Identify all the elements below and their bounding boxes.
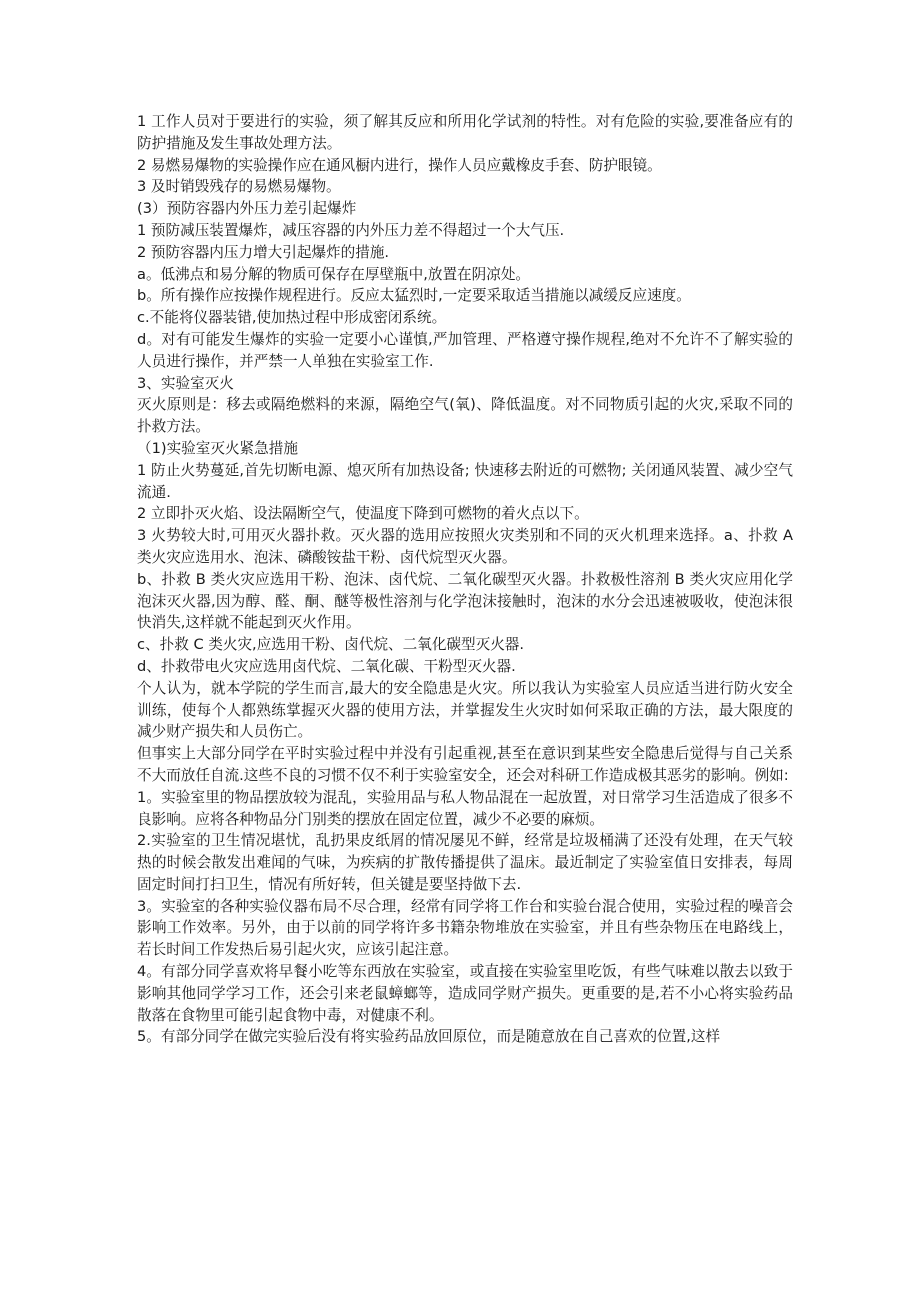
paragraph: 1 工作人员对于要进行的实验，须了解其反应和所用化学试剂的特性。对有危险的实验,要准备应有的防护措施及发生事故处理方法。: [137, 113, 793, 152]
paragraph: d、扑救带电火灾应选用卤代烷、二氧化碳、干粉型灭火器.: [137, 657, 516, 675]
paragraph: 3 火势较大时,可用灭火器扑救。灭火器的选用应按照火灾类别和不同的灭火机理来选择。a、扑救 A 类火灾应选用水、泡沫、磷酸铵盐干粉、卤代烷型灭火器。: [137, 527, 793, 566]
document-body: [137, 111, 793, 1048]
paragraph: b、扑救 B 类火灾应选用干粉、泡沫、卤代烷、二氧化碳型灭火器。扑救极性溶剂 B 类火灾应用化学泡沫灭火器,因为醇、醛、酮、醚等极性溶剂与化学泡沫接触时，泡沫的水分会迅速被吸收，使泡沫很快消失,这样就不能起到灭火作用。: [137, 570, 793, 632]
paragraph: b。所有操作应按操作规程进行。反应太猛烈时,一定要采取适当措施以减缓反应速度。: [137, 287, 691, 305]
paragraph: 1 防止火势蔓延,首先切断电源、熄灭所有加热设备; 快速移去附近的可燃物; 关闭通风装置、减少空气流通.: [137, 461, 793, 501]
paragraph: 3 及时销毁残存的易燃易爆物。: [137, 178, 341, 196]
paragraph: 2 预防容器内压力增大引起爆炸的措施.: [137, 243, 390, 261]
paragraph: 4。有部分同学喜欢将早餐小吃等东西放在实验室，或直接在实验室里吃饭，有些气味难以散去以致于影响其他同学学习工作，还会引来老鼠蟑螂等，造成同学财产损失。更重要的是,若不小心将实验药品散落在食物里可能引起食物中毒，对健康不利。: [137, 963, 793, 1024]
paragraph: a。低沸点和易分解的物质可保存在厚壁瓶中,放置在阴凉处。: [137, 265, 531, 283]
paragraph: d。对有可能发生爆炸的实验一定要小心谨慎,严加管理、严格遵守操作规程,绝对不允许不了解实验的人员进行操作，并严禁一人单独在实验室工作.: [137, 330, 793, 370]
section-heading: （1)实验室灭火紧急措施: [137, 439, 298, 457]
paragraph: c、扑救 C 类火灾,应选用干粉、卤代烷、二氧化碳型灭火器.: [137, 636, 525, 654]
paragraph: 1。实验室里的物品摆放较为混乱，实验用品与私人物品混在一起放置，对日常学习生活造成了很多不良影响。应将各种物品分门别类的摆放在固定位置，减少不必要的麻烦。: [137, 788, 793, 828]
paragraph: 5。有部分同学在做完实验后没有将实验药品放回原位，而是随意放在自己喜欢的位置,这样: [137, 1028, 721, 1046]
paragraph: 个人认为，就本学院的学生而言,最大的安全隐患是火灾。所以我认为实验室人员应适当进行防火安全训练，使每个人都熟练掌握灭火器的使用方法，并掌握发生火灾时如何采取正确的方法，最大限度的减少财产损失和人员伤亡。: [137, 679, 793, 741]
paragraph: 1 预防减压装置爆炸，减压容器的内外压力差不得超过一个大气压.: [137, 221, 565, 239]
paragraph: 灭火原则是：移去或隔绝燃料的来源，隔绝空气(氧)、降低温度。对不同物质引起的火灾,采取不同的扑救方法。: [137, 396, 793, 436]
paragraph: 2.实验室的卫生情况堪忧，乱扔果皮纸屑的情况屡见不鲜，经常是垃圾桶满了还没有处理，在天气较热的时候会散发出难闻的气味，为疾病的扩散传播提供了温床。最近制定了实验室值日安排表，每周固定时间打扫卫生，情况有所好转，但关键是要坚持做下去.: [137, 832, 793, 893]
section-heading: 3、实验室灭火: [137, 374, 234, 392]
paragraph: 但事实上大部分同学在平时实验过程中并没有引起重视,甚至在意识到某些安全隐患后觉得与自己关系不大而放任自流.这些不良的习惯不仅不利于实验室安全，还会对科研工作造成极其恶劣的影响。例如:: [137, 745, 793, 784]
paragraph: c.不能将仪器装错,使加热过程中形成密闭系统。: [137, 309, 447, 327]
paragraph: 3。实验室的各种实验仪器布局不尽合理，经常有同学将工作台和实验台混合使用，实验过程的噪音会影响工作效率。另外，由于以前的同学将许多书籍杂物堆放在实验室，并且有些杂物压在电路线上，若长时间工作发热后易引起火灾，应该引起注意。: [137, 897, 793, 959]
paragraph: 2 立即扑灭火焰、设法隔断空气，使温度下降到可燃物的着火点以下。: [137, 505, 589, 523]
section-heading: (3）预防容器内外压力差引起爆炸: [137, 200, 357, 218]
paragraph: 2 易燃易爆物的实验操作应在通风橱内进行，操作人员应戴橡皮手套、防护眼镜。: [137, 156, 662, 174]
